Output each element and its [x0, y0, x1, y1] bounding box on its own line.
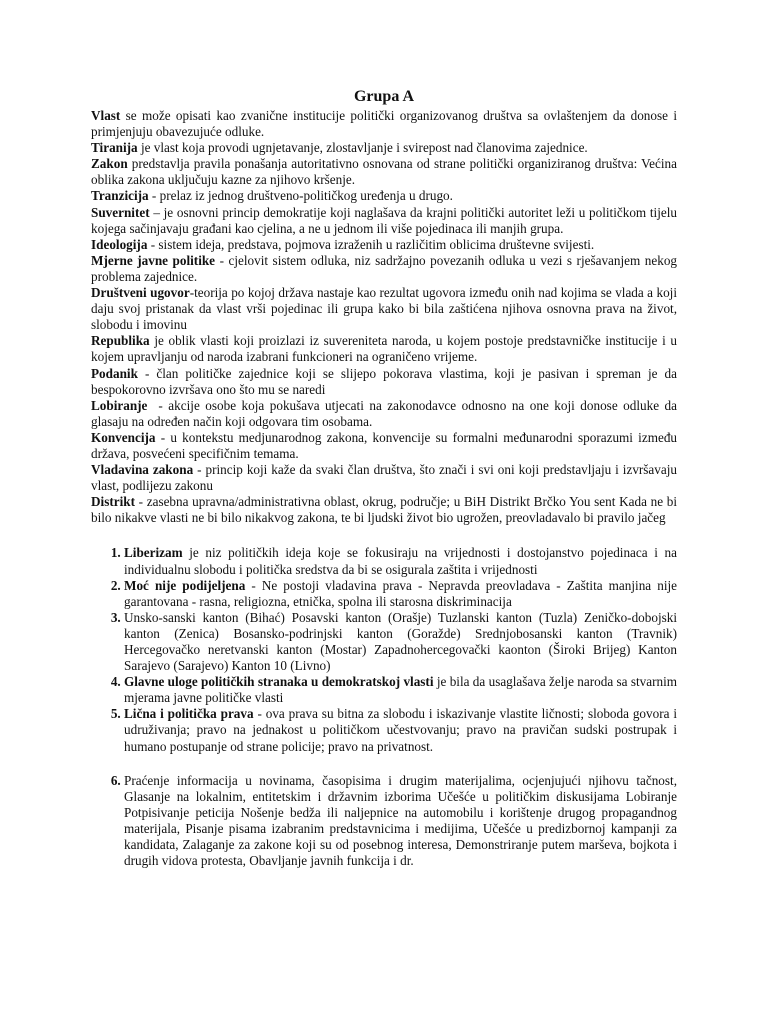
definition-ideologija [91, 237, 677, 253]
definition-term: Tiranija [91, 140, 138, 156]
definition-text: - član političke zajednice koji se slijepo pokorava vlastima, koji je pasivan i spreman je da bespokorovno izvršava ono što mu se naredi [91, 365, 677, 397]
definition-text: je vlast koja provodi ugnjetavanje, zlostavljanje i svirepost nad članovima zajednice. [140, 140, 588, 156]
definitions-section [91, 108, 677, 526]
definition-vlast [91, 108, 677, 140]
definition-term: Vladavina zakona [91, 462, 194, 478]
definition-term: Zakon [91, 156, 128, 172]
list-item-term: Liberizam [124, 545, 183, 561]
definition-konvencija [91, 430, 677, 462]
definition-term: Podanik [91, 365, 138, 381]
definition-text: – je osnovni princip demokratije koji naglašava da krajni politički autoritet leži u političkom tijelu kojega sačinjavaju građani kao cjelina, a ne u jednom ili više pojedinaca ili manjih grupa. [91, 204, 677, 236]
definition-text: - zasebna upravna/administrativna oblast, okrug, područje; u BiH Distrikt Brčko You sent Kada ne bi bilo nikakve vlasti ne bi bilo nikakvog zakona, te bi ljudski život bio ugrožen, preovladavalo bi pravilo jačeg [91, 494, 677, 526]
document-page [91, 88, 677, 869]
definition-term: Republika [91, 333, 150, 349]
list-item-text: Praćenje informacija u novinama, časopisima i drugim materijalima, ocjenjujući njihovu tačnost, Glasanje na lokalnim, entitetskim i državnim izborima Učešće u političkim diskusijama Lobiranje Potpisivanje peticija Nošenje bedža ili naljepnice na automobilu i korištenje drugog propagandnog materijala, Pisanje pisama izabranim predstavnicima i medijima, Učešće u predizbornoj kampanji za kandidata, Zalaganje za zakone koji su od posebnog interesa, Demonstriranje putem marševa, bojkota i drugih vidova protesta, Obavljanje javnih funkcija i dr. [124, 772, 677, 869]
definition-text: - cjelovit sistem odluka, niz sadržajno povezanih odluka u vezi s rješavanjem nekog problema zajednice. [91, 252, 678, 284]
definition-term: Distrikt [91, 494, 135, 510]
definition-vladavina-zakona [91, 462, 677, 494]
list-item-term: Moć nije podijeljena [124, 577, 246, 593]
list-item-text: Unsko-sanski kanton (Bihać) Posavski kanton (Orašje) Tuzlanski kanton (Tuzla) Zeničko-dobojski kanton (Zenica) Bosansko-podrinjski kanton (Goražde) Srednjobosanski kanton (Travnik) Hercegovačko neretvanski kanton (Mostar) Zapadnohercegovački kaonton (Široki Brijeg) Kanton Sarajevo (Sarajevo) Kanton 10 (Livno) [124, 609, 677, 674]
definition-text: se može opisati kao zvanične institucije politički organizovanog društva sa ovlaštenjem da donose i primjenjuju obavezujuće odluke. [91, 108, 677, 140]
term-separator [147, 398, 158, 413]
definition-tranzicija [91, 188, 677, 204]
definition-tiranija [91, 140, 677, 156]
definition-zakon [91, 156, 677, 188]
list-item-text: je niz političkih ideja koje se fokusiraju na vrijednosti i dostojanstvo pojedinaca i na individualnu slobodu i politička sredstva da bi se osigurala zaštita i vrijednosti [124, 545, 678, 577]
definition-term: Tranzicija [91, 188, 149, 204]
definition-lobiranje [91, 398, 677, 430]
definition-podanik [91, 366, 677, 398]
definition-drustveni-ugovor [91, 285, 677, 333]
definition-term: Konvencija [91, 429, 156, 445]
list-item [124, 578, 677, 610]
definition-term: Mjerne javne politike [91, 252, 216, 268]
definition-text: predstavlja pravila ponašanja autoritativno osnovana od strane politički organiziranog društva: Većina oblika zakona uključuju kazne za njihovo kršenje. [91, 156, 677, 188]
definition-text: - prelaz iz jednog društveno-političkog uređenja u drugo. [151, 188, 453, 204]
list-item [124, 773, 677, 870]
list-item [124, 610, 677, 674]
definition-term: Suvernitet [91, 204, 150, 220]
definition-term: Vlast [91, 108, 121, 123]
definition-text: je oblik vlasti koji proizlazi iz suvereniteta naroda, u kojem postoje predstavničke institucije i u kojem upravljanju od naroda izabrani funkcioneri na ograničeno vrijeme. [91, 333, 677, 365]
definition-text: - princip koji kaže da svaki član društva, što znači i svi oni koji predstavljaju i izvršavaju vlast, podlijezu zakonu [91, 462, 677, 494]
definition-text: - u kontekstu medjunarodnog zakona, konvencije su formalni međunarodni sporazumi između država, posvećeni specifičnim temama. [91, 429, 678, 461]
list-item-text: je bila da usaglašava želje naroda sa stvarnim mjerama javne političke vlasti [124, 674, 677, 706]
definition-suvernitet [91, 205, 677, 237]
page-title: Grupa A [353, 88, 414, 105]
list-item-term: Lična i politička prava [124, 706, 254, 722]
definition-term: Lobiranje [91, 397, 148, 413]
definition-text: - sistem ideja, predstava, pojmova izraženih u različitim oblicima društevne svijesti. [150, 236, 595, 252]
numbered-list-continued [91, 773, 677, 870]
list-item [124, 545, 677, 577]
list-item [124, 674, 677, 706]
definition-text: - akcije osobe koja pokušava utjecati na zakonodavce odnosno na one koji donose odluke da glasaju na određen način koji odgovara tim osobama. [91, 397, 678, 429]
list-item-term: Glavne uloge političkih stranaka u demokratskoj vlasti [124, 674, 434, 690]
definition-term: Ideologija [91, 236, 148, 252]
definition-distrikt [91, 494, 677, 526]
definition-republika [91, 333, 677, 365]
numbered-list [91, 545, 677, 754]
definition-term: Društveni ugovor [91, 285, 190, 301]
definition-text: -teorija po kojoj država nastaje kao rezultat ugovora između onih nad kojima se vlada a koji daju svoj pristanak da vlast vrši pojedinac ili grupa kako bi bila zaštićena njihova osnovna prava na život, slobodu i imovinu [91, 285, 677, 333]
list-item [124, 706, 677, 754]
term-separator [138, 366, 145, 381]
list-item-text: - ova prava su bitna za slobodu i iskazivanje vlastite ličnosti; sloboda govora i udruživanja; pravo na jednakost u političkom učestvovanju; pravo na pravičan sudski postrupak i humano postupanje od strane policije; pravo na privatnost. [124, 706, 677, 754]
definition-mjerne-javne-politike [91, 253, 677, 285]
list-item-text: - Ne postoji vladavina prava - Nepravda preovladava - Zaštita manjina nije garantovana - rasna, religiozna, etnička, spolna ili starosna diskriminacija [124, 577, 677, 609]
